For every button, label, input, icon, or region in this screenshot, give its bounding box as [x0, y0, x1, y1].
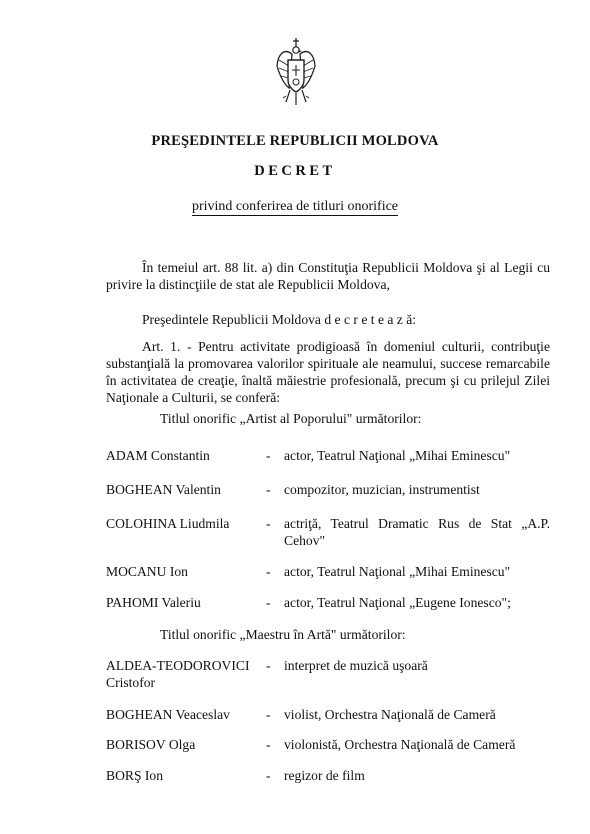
person-description: actriţă, Teatrul Dramatic Rus de Stat „A.P. Cehov"	[284, 516, 550, 548]
person-name: ADAM Constantin	[106, 448, 210, 463]
person-description: violist, Orchestra Naţională de Cameră	[284, 707, 496, 722]
document-subject-text: privind conferirea de titluri onorifice	[191, 199, 399, 214]
separator-dash: -	[266, 595, 271, 610]
category-heading-maestru-in-arta: Titlul onorific „Maestru în Artă" următorilor:	[160, 627, 406, 642]
separator-dash: -	[266, 516, 271, 531]
person-description: compozitor, muzician, instrumentist	[284, 482, 480, 497]
separator-dash: -	[266, 448, 271, 463]
decree-statement-text: Preşedintele Republicii Moldova d e c r e t e a z ă:	[142, 312, 417, 327]
separator-dash: -	[266, 707, 271, 722]
document-type: DECRET	[254, 163, 336, 179]
separator-dash: -	[266, 482, 271, 497]
legal-basis-text: În temeiul art. 88 lit. a) din Constituţia Republicii Moldova şi al Legii cu privire la distincţiile de stat ale Republicii Moldova,	[106, 260, 550, 292]
article-1	[106, 338, 550, 406]
separator-dash: -	[266, 768, 271, 783]
separator-dash: -	[266, 564, 271, 579]
issuer-title: PREŞEDINTELE REPUBLICII MOLDOVA	[151, 133, 439, 149]
person-description: regizor de film	[284, 768, 365, 783]
person-name: BOGHEAN Valentin	[106, 482, 221, 497]
document-subject	[0, 199, 590, 215]
category-heading-artist-al-poporului: Titlul onorific „Artist al Poporului" următorilor:	[160, 411, 422, 426]
person-description: violonistă, Orchestra Naţională de Cameră	[284, 737, 516, 752]
person-name: BORISOV Olga	[106, 737, 196, 752]
person-name: MOCANU Ion	[106, 564, 188, 579]
person-description: actor, Teatrul Naţional „Eugene Ionesco";	[284, 595, 511, 610]
person-name: ALDEA-TEODOROVICI Cristofor	[106, 658, 250, 690]
person-description: actor, Teatrul Naţional „Mihai Eminescu"	[284, 448, 511, 463]
separator-dash: -	[266, 658, 271, 673]
person-name: BOGHEAN Veaceslav	[106, 707, 230, 722]
decree-statement	[106, 311, 550, 328]
moldova-coat-of-arms-icon	[274, 36, 318, 108]
person-name: COLOHINA Liudmila	[106, 516, 230, 531]
person-description: interpret de muzică uşoară	[284, 658, 428, 673]
person-name: BORŞ Ion	[106, 768, 164, 783]
article-1-text: Art. 1. - Pentru activitate prodigioasă în domeniul culturii, contribuţie substanţială la promovarea valorilor spirituale ale neamului, succese remarcabile în activitatea de creaţie, înaltă măiestrie profesională, precum şi cu prilejul Zilei Naţionale a Culturii, se conferă:	[106, 339, 550, 405]
legal-basis-paragraph	[106, 259, 550, 293]
person-name: PAHOMI Valeriu	[106, 595, 201, 610]
separator-dash: -	[266, 737, 271, 752]
person-description: actor, Teatrul Naţional „Mihai Eminescu"	[284, 564, 511, 579]
